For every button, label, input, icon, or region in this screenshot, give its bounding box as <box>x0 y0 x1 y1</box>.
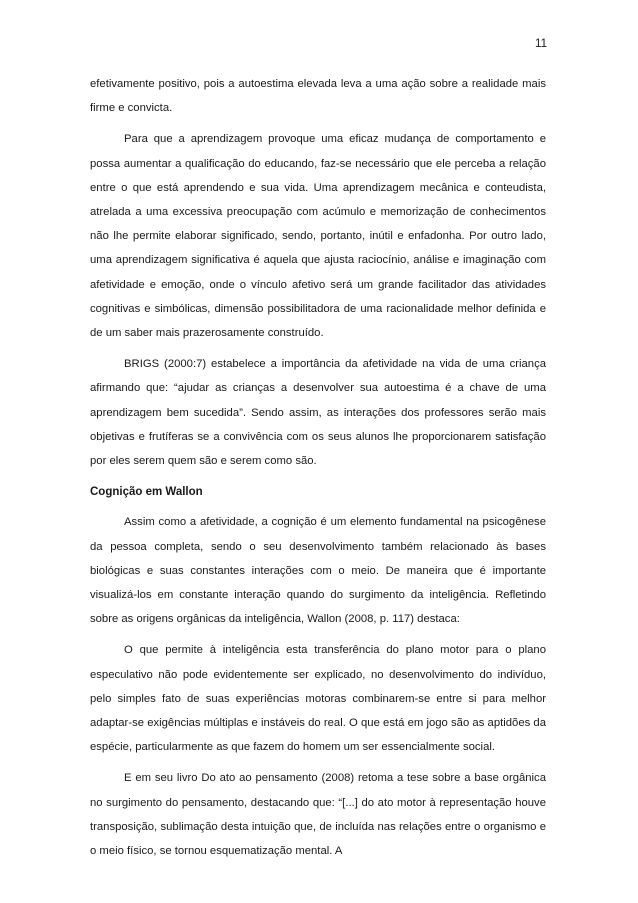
paragraph-brigs: BRIGS (2000:7) estabelece a importância da afetividade na vida de uma criança afirmando que: “ajudar as crianças a desenvolver sua autoestima é a chave de uma aprendizagem bem sucedida”. Sendo assim, as interações dos professores serão mais objetivas e frutíferas se a convivência com os seus alunos lhe proporcionarem satisfação por eles serem quem são e serem como são. <box>90 358 546 468</box>
paragraph-continuation: efetivamente positivo, pois a autoestima elevada leva a uma ação sobre a realidade mais firme e convicta. <box>90 78 546 115</box>
page-number: 11 <box>535 38 547 50</box>
page-body <box>90 72 546 870</box>
paragraph-cognicao: Assim como a afetividade, a cognição é um elemento fundamental na psicogênese da pessoa completa, sendo o seu desenvolvimento também relacionado às bases biológicas e suas constantes interações com o meio. De maneira que é importante visualizá-los em constante interação quando do surgimento da inteligência. Refletindo sobre as origens orgânicas da inteligência, Wallon (2008, p. 117) destaca: <box>90 516 546 626</box>
paragraph-aprendizagem: Para que a aprendizagem provoque uma eficaz mudança de comportamento e possa aumentar a qualificação do educando, faz-se necessário que ele perceba a relação entre o que está aprendendo e sua vida. Uma aprendizagem mecânica e conteudista, atrelada a uma excessiva preocupação com acúmulo e memorização de conhecimentos não lhe permite elaborar significado, sendo, portanto, inútil e enfadonha. Por outro lado, uma aprendizagem significativa é aquela que ajusta raciocínio, análise e imaginação com afetividade e emoção, onde o vínculo afetivo será um grande facilitador das atividades cognitivas e simbólicas, dimensão possibilitadora de uma racionalidade melhor definida e de um saber mais prazerosamente construído. <box>90 133 546 340</box>
section-heading: Cognição em Wallon <box>90 486 203 499</box>
paragraph-ato-pensamento: E em seu livro Do ato ao pensamento (2008) retoma a tese sobre a base orgânica no surgimento do pensamento, destacando que: “[...] do ato motor à representação houve transposição, sublimação desta intuição que, de incluída nas relações entre o organismo e o meio físico, se tornou esquematização mental. A <box>90 772 546 858</box>
paragraph-quote: O que permite à inteligência esta transferência do plano motor para o plano especulativo não pode evidentemente ser explicado, no desenvolvimento do indivíduo, pelo simples fato de suas experiências motoras combinarem-se entre si para melhor adaptar-se exigências múltiplas e instáveis do real. O que está em jogo são as aptidões da espécie, particularmente as que fazem do homem um ser essencialmente social. <box>90 644 546 754</box>
